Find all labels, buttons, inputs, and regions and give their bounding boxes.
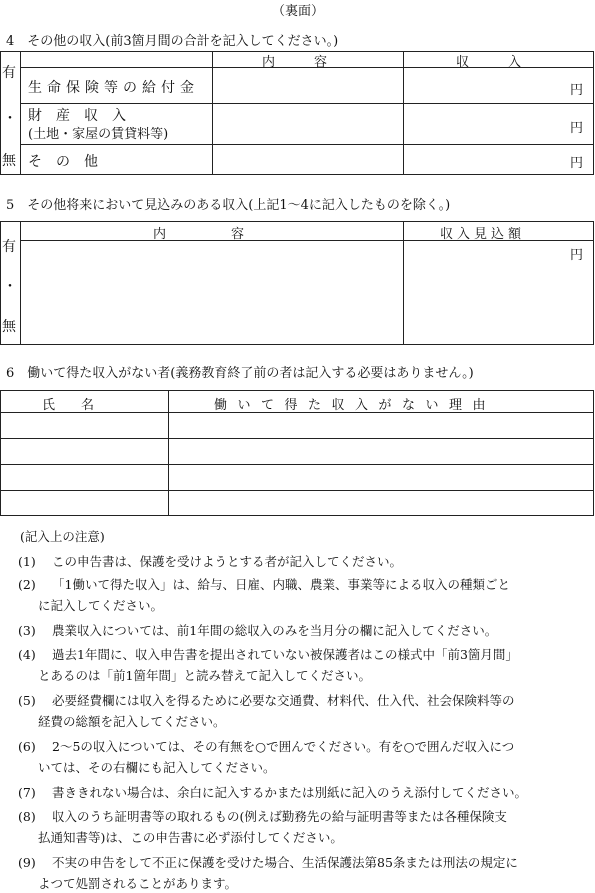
note-number: (1) [18, 554, 36, 569]
section4-row-label: そ の 他 [28, 154, 98, 170]
note-number: (6) [18, 739, 36, 754]
note-line: 2～5の収入については、その有無を○で囲んでください。有を○で囲んだ収入につ [52, 739, 515, 754]
section4-side-no: 無 [2, 153, 16, 169]
section5-unit: 円 [570, 248, 584, 263]
section4-heading: 4 その他の収入(前3箇月間の合計を記入してください。) [6, 34, 339, 49]
section4-row-unit: 円 [570, 83, 584, 98]
note-number: (9) [18, 855, 36, 870]
note-line: いては、その右欄にも記入してください。 [38, 760, 276, 775]
section4-side-dot: ・ [3, 111, 17, 127]
section5-heading: 5 その他将来において見込みのある収入(上記1～4に記入したものを除く。) [6, 198, 451, 213]
section4-col-content: 内 容 [262, 55, 328, 70]
notes-title: (記入上の注意) [20, 529, 105, 544]
section5-side-dot: ・ [3, 279, 17, 295]
section4-row-unit: 円 [570, 121, 584, 136]
section5-side-no: 無 [2, 319, 16, 335]
note-line: 「1働いて得た収入」は、給与、日雇、内職、農業、事業等による収入の種類ごと [52, 577, 510, 592]
note-line: 経費の総額を記入してください。 [38, 714, 226, 729]
note-line: 不実の申告をして不正に保護を受けた場合、生活保護法第85条または刑法の規定に [52, 855, 518, 870]
note-line: 農業収入については、前1年間の総収入のみを当月分の欄に記入してください。 [52, 623, 498, 638]
section4-col-income: 収 入 [456, 55, 522, 70]
note-line: 収入のうち証明書等の取れるもの(例えば勤務先の給与証明書等または各種保険支 [52, 809, 507, 824]
page-label: （裏面） [272, 4, 325, 19]
section6-col-name: 氏 名 [42, 398, 95, 413]
section4-row-unit: 円 [570, 156, 584, 171]
section4-row-label: 生命保険等の給付金 [28, 80, 199, 96]
section6-col-reason: 働いて得た収入がない理由 [214, 398, 497, 413]
section5-col-content: 内 容 [153, 227, 245, 242]
section5-side-yes: 有 [2, 239, 16, 255]
note-line: よつて処罰されることがあります。 [38, 876, 238, 891]
note-number: (4) [18, 647, 36, 662]
section4-side-yes: 有 [2, 65, 16, 81]
section4-row-label: 財 産 収 入 [28, 108, 126, 124]
section5-col-income: 収入見込額 [440, 227, 526, 242]
note-number: (2) [18, 577, 36, 592]
note-line: 払通知書等)は、この申告書に必ず添付してください。 [38, 830, 343, 845]
note-line: に記入してください。 [38, 598, 164, 613]
note-line: 過去1年間に、収入申告書を提出されていない被保護者はこの様式中「前3箇月間」 [52, 647, 518, 662]
note-line: この申告書は、保護を受けようとする者が記入してください。 [52, 554, 403, 569]
note-line: 書ききれない場合は、余白に記入するかまたは別紙に記入のうえ添付してください。 [52, 785, 528, 800]
section4-row-sublabel: (土地・家屋の賃貸料等) [28, 127, 169, 142]
note-number: (5) [18, 693, 36, 708]
section6-heading: 6 働いて得た収入がない者(義務教育終了前の者は記入する必要はありません。) [6, 366, 474, 381]
note-line: とあるのは「前1箇年間」と読み替えて記入してください。 [38, 668, 371, 683]
note-number: (8) [18, 809, 36, 824]
note-line: 必要経費欄には収入を得るために必要な交通費、材料代、仕入代、社会保険料等の [52, 693, 515, 708]
note-number: (3) [18, 623, 36, 638]
note-number: (7) [18, 785, 36, 800]
